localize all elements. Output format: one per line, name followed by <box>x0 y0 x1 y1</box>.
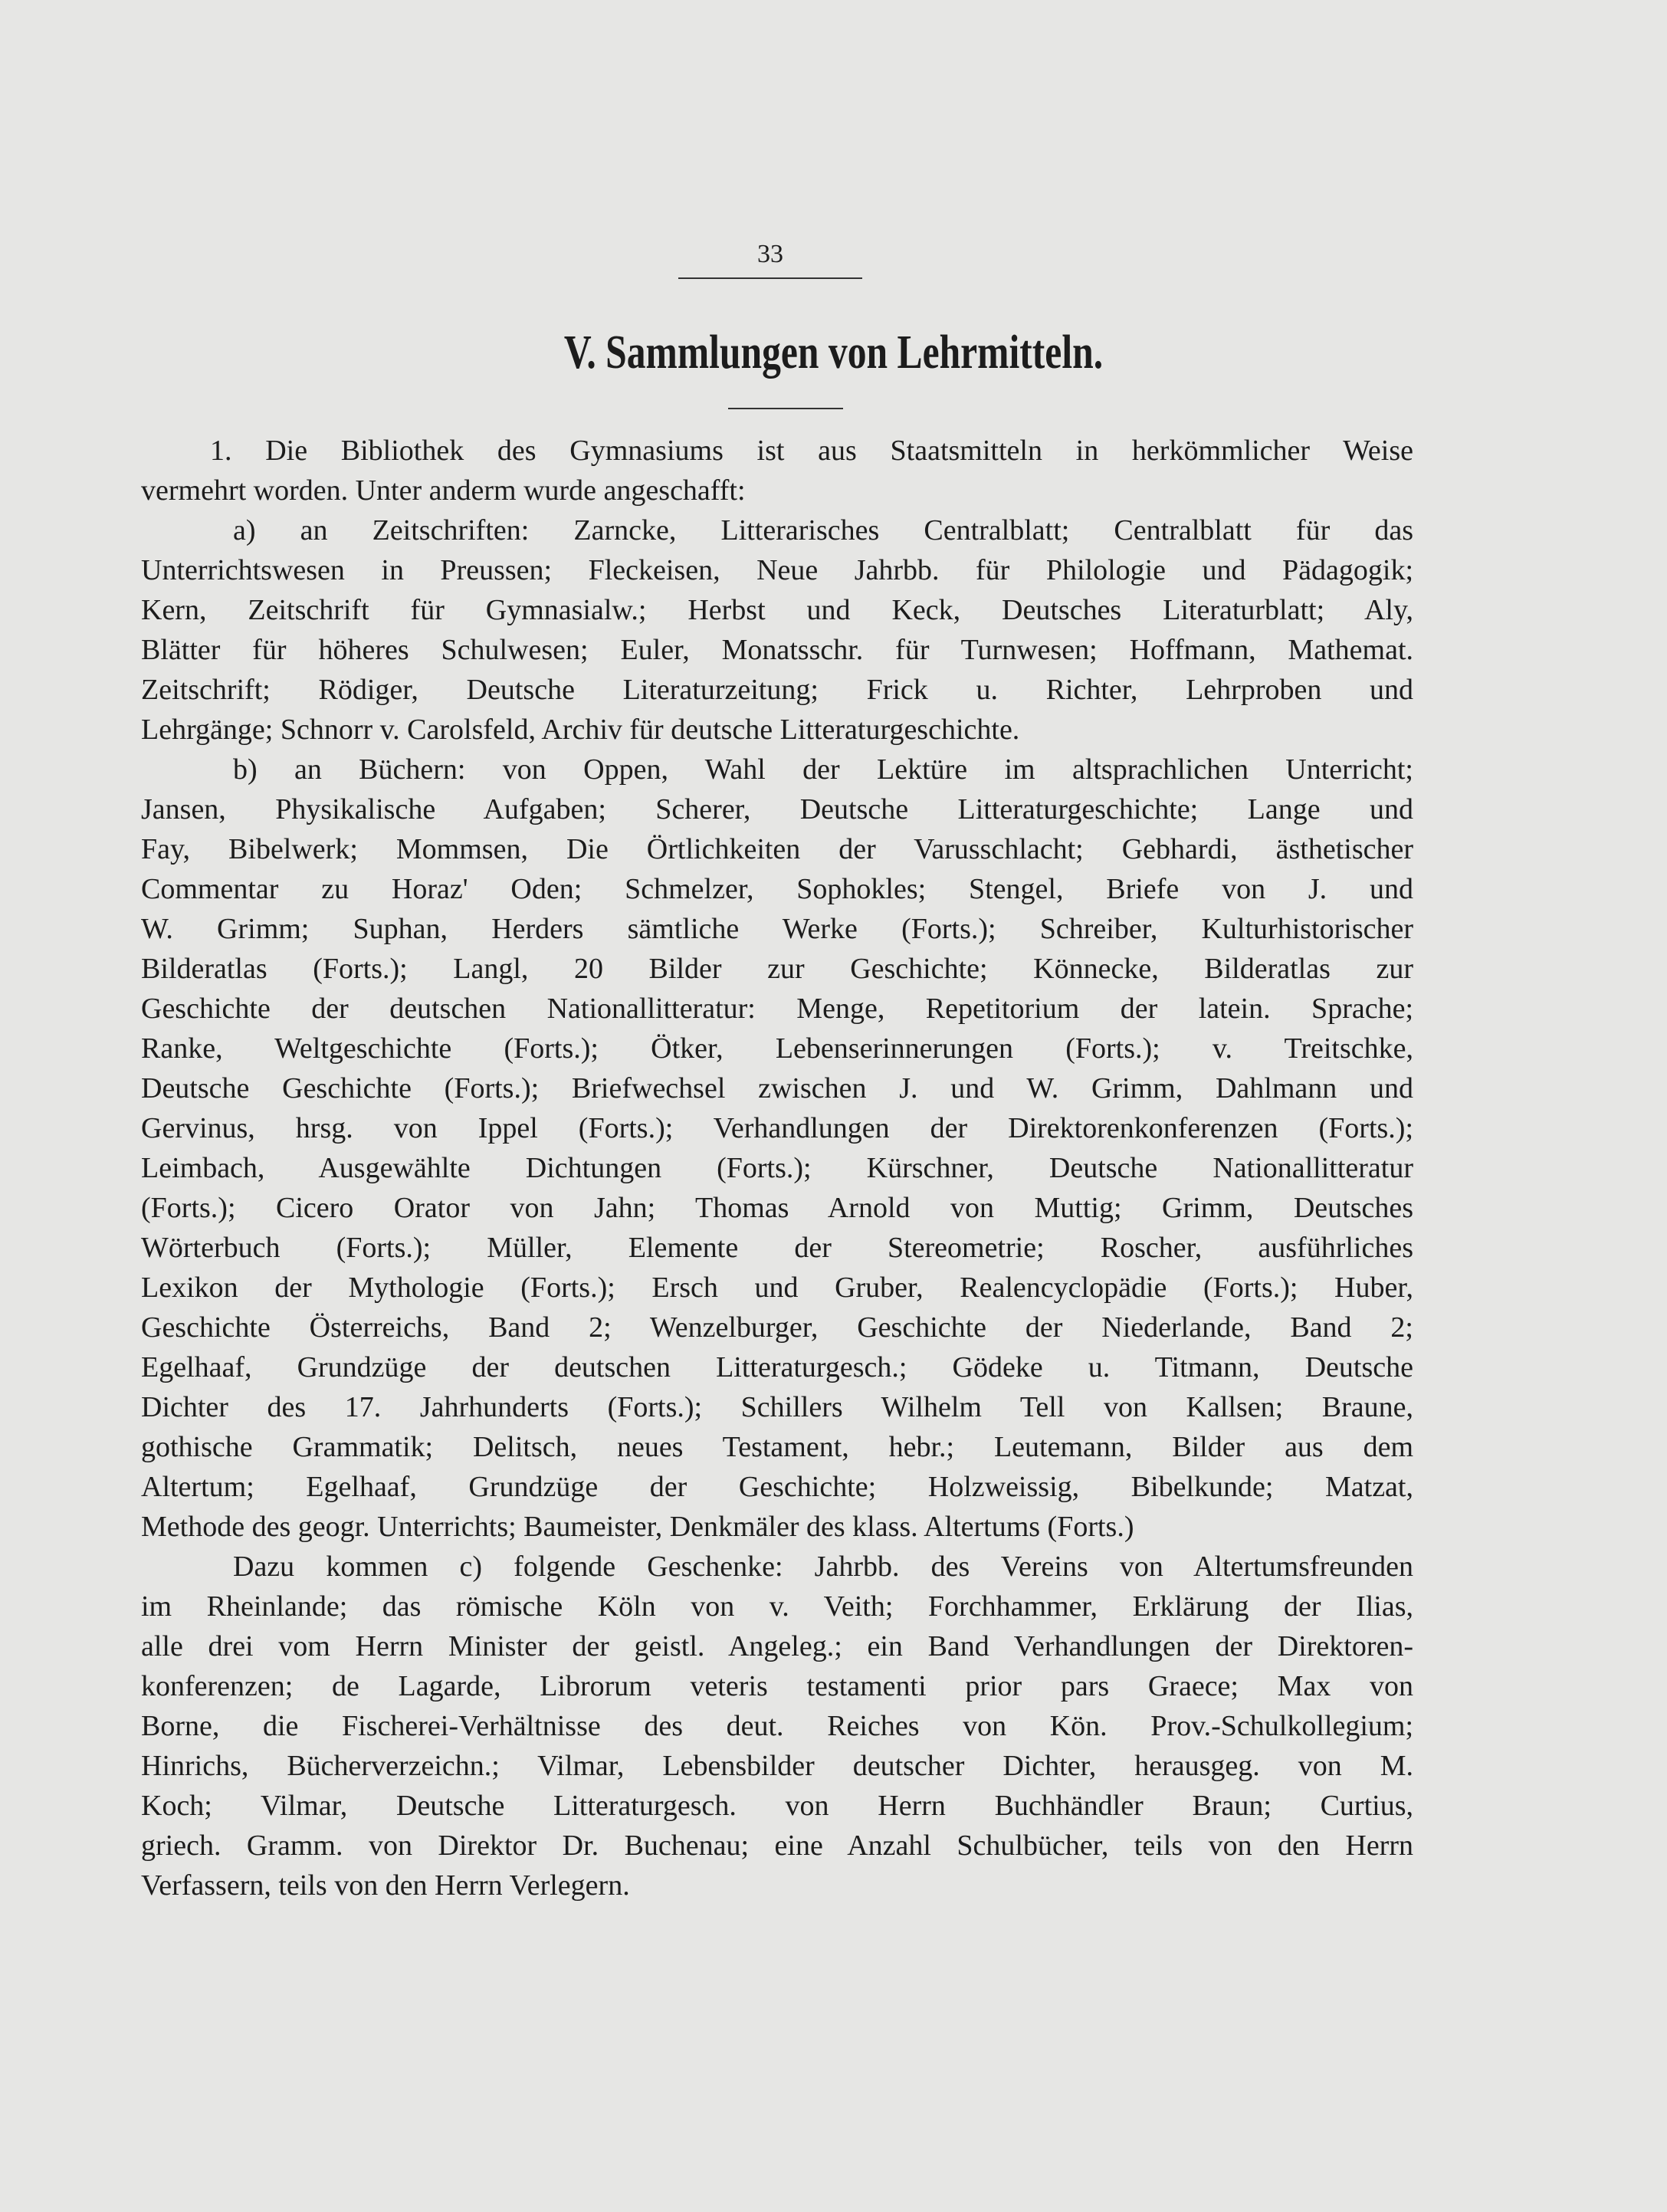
body-text <box>141 431 1413 1905</box>
text-line: Lexikon der Mythologie (Forts.); Ersch und Gruber, Realencyclopädie (Forts.); Huber, <box>141 1272 1413 1304</box>
text-line: alle drei vom Herrn Minister der geistl. Angeleg.; ein Band Verhandlungen der Direktoren- <box>141 1630 1413 1662</box>
text-line: Borne, die Fischerei-Verhältnisse des deut. Reiches von Kön. Prov.-Schulkollegium; <box>141 1710 1413 1742</box>
text-line: Leimbach, Ausgewählte Dichtungen (Forts.); Kürschner, Deutsche Nationallitteratur <box>141 1152 1413 1184</box>
text-line: a) an Zeitschriften: Zarncke, Litterarisches Centralblatt; Centralblatt für das <box>233 514 1413 546</box>
text-line: Jansen, Physikalische Aufgaben; Scherer, Deutsche Litteraturgeschichte; Lange und <box>141 793 1413 825</box>
text-line: vermehrt worden. Unter anderm wurde angeschafft: <box>141 474 746 507</box>
text-line: b) an Büchern: von Oppen, Wahl der Lektüre im altsprachlichen Unterricht; <box>233 753 1413 786</box>
text-line: Blätter für höheres Schulwesen; Euler, Monatsschr. für Turnwesen; Hoffmann, Mathemat. <box>141 634 1413 666</box>
text-line: Egelhaaf, Grundzüge der deutschen Litteraturgesch.; Gödeke u. Titmann, Deutsche <box>141 1351 1413 1383</box>
text-line: Unterrichtswesen in Preussen; Fleckeisen, Neue Jahrbb. für Philologie und Pädagogik; <box>141 554 1413 586</box>
text-line: Bilderatlas (Forts.); Langl, 20 Bilder zur Geschichte; Könnecke, Bilderatlas zur <box>141 953 1413 985</box>
page-number-rule <box>678 277 862 279</box>
text-line: W. Grimm; Suphan, Herders sämtliche Werke (Forts.); Schreiber, Kulturhistorischer <box>141 913 1413 945</box>
text-line: Geschichte Österreichs, Band 2; Wenzelburger, Geschichte der Niederlande, Band 2; <box>141 1311 1413 1344</box>
text-line: Kern, Zeitschrift für Gymnasialw.; Herbst und Keck, Deutsches Literaturblatt; Aly, <box>141 594 1413 626</box>
section-heading: V. Sammlungen von Lehrmitteln. <box>563 327 1104 379</box>
text-line: Dichter des 17. Jahrhunderts (Forts.); Schillers Wilhelm Tell von Kallsen; Braune, <box>141 1391 1413 1423</box>
text-line: Deutsche Geschichte (Forts.); Briefwechsel zwischen J. und W. Grimm, Dahlmann und <box>141 1072 1413 1104</box>
text-line: (Forts.); Cicero Orator von Jahn; Thomas Arnold von Muttig; Grimm, Deutsches <box>141 1192 1413 1224</box>
text-line: Commentar zu Horaz' Oden; Schmelzer, Sophokles; Stengel, Briefe von J. und <box>141 873 1413 905</box>
text-line: Hinrichs, Bücherverzeichn.; Vilmar, Lebensbilder deutscher Dichter, herausgeg. von M. <box>141 1750 1413 1782</box>
text-line: Methode des geogr. Unterrichts; Baumeister, Denkmäler des klass. Altertums (Forts.) <box>141 1511 1134 1543</box>
text-line: 1. Die Bibliothek des Gymnasiums ist aus Staatsmitteln in herkömmlicher Weise <box>210 435 1413 467</box>
text-line: Fay, Bibelwerk; Mommsen, Die Örtlichkeiten der Varusschlacht; Gebhardi, ästhetischer <box>141 833 1413 865</box>
text-line: Koch; Vilmar, Deutsche Litteraturgesch. von Herrn Buchhändler Braun; Curtius, <box>141 1790 1413 1822</box>
text-line: Wörterbuch (Forts.); Müller, Elemente der Stereometrie; Roscher, ausführliches <box>141 1232 1413 1264</box>
text-line: im Rheinlande; das römische Köln von v. Veith; Forchhammer, Erklärung der Ilias, <box>141 1590 1413 1623</box>
text-line: Geschichte der deutschen Nationallitteratur: Menge, Repetitorium der latein. Sprache; <box>141 993 1413 1025</box>
text-line: konferenzen; de Lagarde, Librorum veteris testamenti prior pars Graece; Max von <box>141 1670 1413 1702</box>
text-line: griech. Gramm. von Direktor Dr. Buchenau; eine Anzahl Schulbücher, teils von den Herrn <box>141 1830 1413 1862</box>
text-line: Lehrgänge; Schnorr v. Carolsfeld, Archiv für deutsche Litteraturgeschichte. <box>141 714 1020 746</box>
text-line: Ranke, Weltgeschichte (Forts.); Ötker, Lebenserinnerungen (Forts.); v. Treitschke, <box>141 1032 1413 1065</box>
heading-rule <box>728 408 843 409</box>
text-line: Zeitschrift; Rödiger, Deutsche Literaturzeitung; Frick u. Richter, Lehrproben und <box>141 674 1413 706</box>
text-line: Gervinus, hrsg. von Ippel (Forts.); Verhandlungen der Direktorenkonferenzen (Forts.); <box>141 1112 1413 1144</box>
text-line: Dazu kommen c) folgende Geschenke: Jahrbb. des Vereins von Altertumsfreunden <box>233 1551 1413 1583</box>
text-line: Altertum; Egelhaaf, Grundzüge der Geschichte; Holzweissig, Bibelkunde; Matzat, <box>141 1471 1413 1503</box>
text-line: Verfassern, teils von den Herrn Verlegern. <box>141 1869 630 1902</box>
text-line: gothische Grammatik; Delitsch, neues Testament, hebr.; Leutemann, Bilder aus dem <box>141 1431 1413 1463</box>
page-number: 33 <box>757 240 783 268</box>
